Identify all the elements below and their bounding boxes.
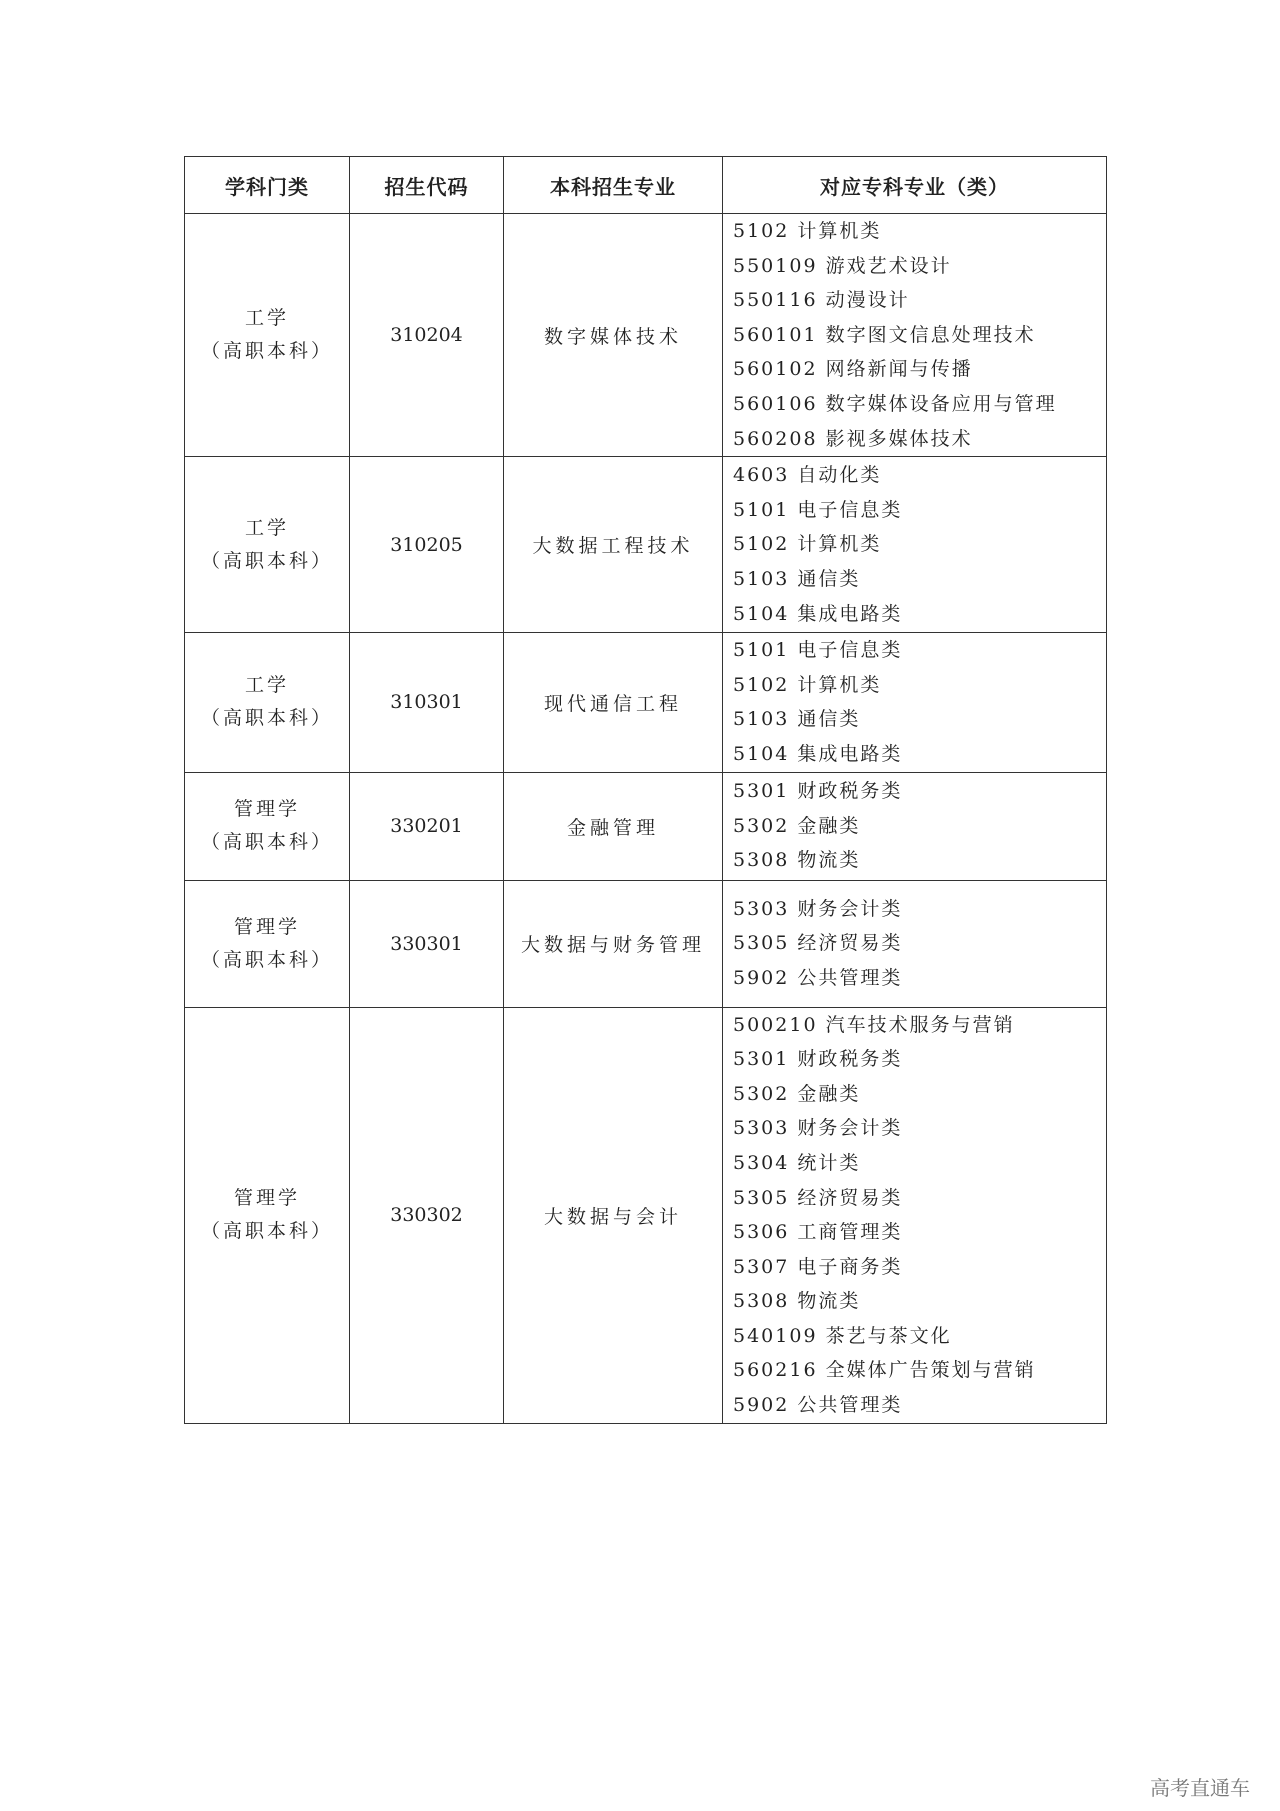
related-major-item: 560106 数字媒体设备应用与管理	[733, 392, 1057, 415]
category-name: 管理学	[233, 798, 300, 821]
related-major-item: 5303 财务会计类	[733, 1117, 903, 1140]
code-cell: 310204	[350, 214, 504, 457]
related-major-item: 5101 电子信息类	[733, 639, 903, 662]
related-major-item: 5103 通信类	[733, 567, 861, 590]
code-cell: 310301	[350, 633, 504, 772]
related-major-item: 560216 全媒体广告策划与营销	[733, 1359, 1036, 1382]
category-cell	[185, 880, 350, 1007]
code-cell: 330302	[350, 1007, 504, 1423]
header-code: 招生代码	[350, 157, 504, 214]
major-cell: 金融管理	[504, 772, 723, 880]
related-cell	[723, 214, 1107, 457]
header-related: 对应专科专业（类）	[723, 157, 1107, 214]
related-major-item: 5101 电子信息类	[733, 498, 903, 521]
related-major-item: 560101 数字图文信息处理技术	[733, 323, 1036, 346]
category-name: 管理学	[233, 915, 300, 938]
table-row	[185, 772, 1107, 880]
related-major-item: 5308 物流类	[733, 1290, 861, 1313]
category-name: 工学	[244, 307, 289, 330]
code-cell: 330301	[350, 880, 504, 1007]
related-major-item: 5305 经济贸易类	[733, 1186, 903, 1209]
major-cell: 大数据与会计	[504, 1007, 723, 1423]
related-major-item: 5308 物流类	[733, 849, 861, 872]
table-row	[185, 457, 1107, 633]
related-major-item: 5301 财政税务类	[733, 1048, 903, 1071]
header-category: 学科门类	[185, 157, 350, 214]
related-cell	[723, 772, 1107, 880]
watermark: 高考直通车	[1150, 1776, 1250, 1800]
related-cell	[723, 880, 1107, 1007]
category-type: （高职本科）	[200, 707, 333, 730]
related-major-item: 5103 通信类	[733, 708, 861, 731]
major-cell: 数字媒体技术	[504, 214, 723, 457]
related-cell	[723, 633, 1107, 772]
table-header-row	[185, 157, 1107, 214]
category-type: （高职本科）	[200, 948, 333, 971]
related-major-item: 5304 统计类	[733, 1151, 861, 1174]
category-name: 工学	[244, 516, 289, 539]
major-cell: 大数据工程技术	[504, 457, 723, 633]
related-major-item: 5102 计算机类	[733, 220, 882, 242]
category-cell	[185, 633, 350, 772]
table-row	[185, 1007, 1107, 1423]
category-type: （高职本科）	[200, 831, 333, 854]
related-major-item: 5102 计算机类	[733, 533, 882, 556]
related-major-item: 550116 动漫设计	[733, 289, 910, 312]
category-name: 管理学	[233, 1187, 300, 1210]
table-row	[185, 214, 1107, 457]
related-major-item: 5307 电子商务类	[733, 1255, 903, 1278]
category-type: （高职本科）	[200, 549, 333, 572]
category-cell	[185, 214, 350, 457]
related-major-item: 500210 汽车技术服务与营销	[733, 1013, 1015, 1036]
related-major-item: 5302 金融类	[733, 814, 861, 837]
related-major-item: 5303 财务会计类	[733, 897, 903, 920]
related-cell	[723, 1007, 1107, 1423]
category-cell	[185, 1007, 350, 1423]
related-major-item: 4603 自动化类	[733, 464, 882, 487]
major-cell: 现代通信工程	[504, 633, 723, 772]
code-cell: 310205	[350, 457, 504, 633]
related-major-item: 5102 计算机类	[733, 673, 882, 696]
related-major-item: 5104 集成电路类	[733, 602, 903, 625]
category-cell	[185, 457, 350, 633]
major-mapping-table	[184, 156, 1107, 1424]
related-major-item: 5902 公共管理类	[733, 1394, 903, 1417]
major-cell: 大数据与财务管理	[504, 880, 723, 1007]
related-major-item: 5301 财政税务类	[733, 780, 903, 803]
related-major-item: 550109 游戏艺术设计	[733, 254, 952, 277]
related-major-item: 5306 工商管理类	[733, 1221, 903, 1244]
related-major-item: 5305 经济贸易类	[733, 932, 903, 955]
related-cell	[723, 457, 1107, 633]
category-cell	[185, 772, 350, 880]
table-row	[185, 633, 1107, 772]
related-major-item: 5302 金融类	[733, 1082, 861, 1105]
table-row	[185, 880, 1107, 1007]
related-major-item: 560102 网络新闻与传播	[733, 358, 973, 381]
code-cell: 330201	[350, 772, 504, 880]
category-name: 工学	[244, 674, 289, 697]
related-major-item: 540109 茶艺与茶文化	[733, 1324, 952, 1347]
related-major-item: 5902 公共管理类	[733, 966, 903, 989]
category-type: （高职本科）	[200, 1220, 333, 1243]
header-major: 本科招生专业	[504, 157, 723, 214]
category-type: （高职本科）	[200, 340, 333, 363]
related-major-item: 5104 集成电路类	[733, 742, 903, 765]
related-major-item: 560208 影视多媒体技术	[733, 427, 973, 450]
